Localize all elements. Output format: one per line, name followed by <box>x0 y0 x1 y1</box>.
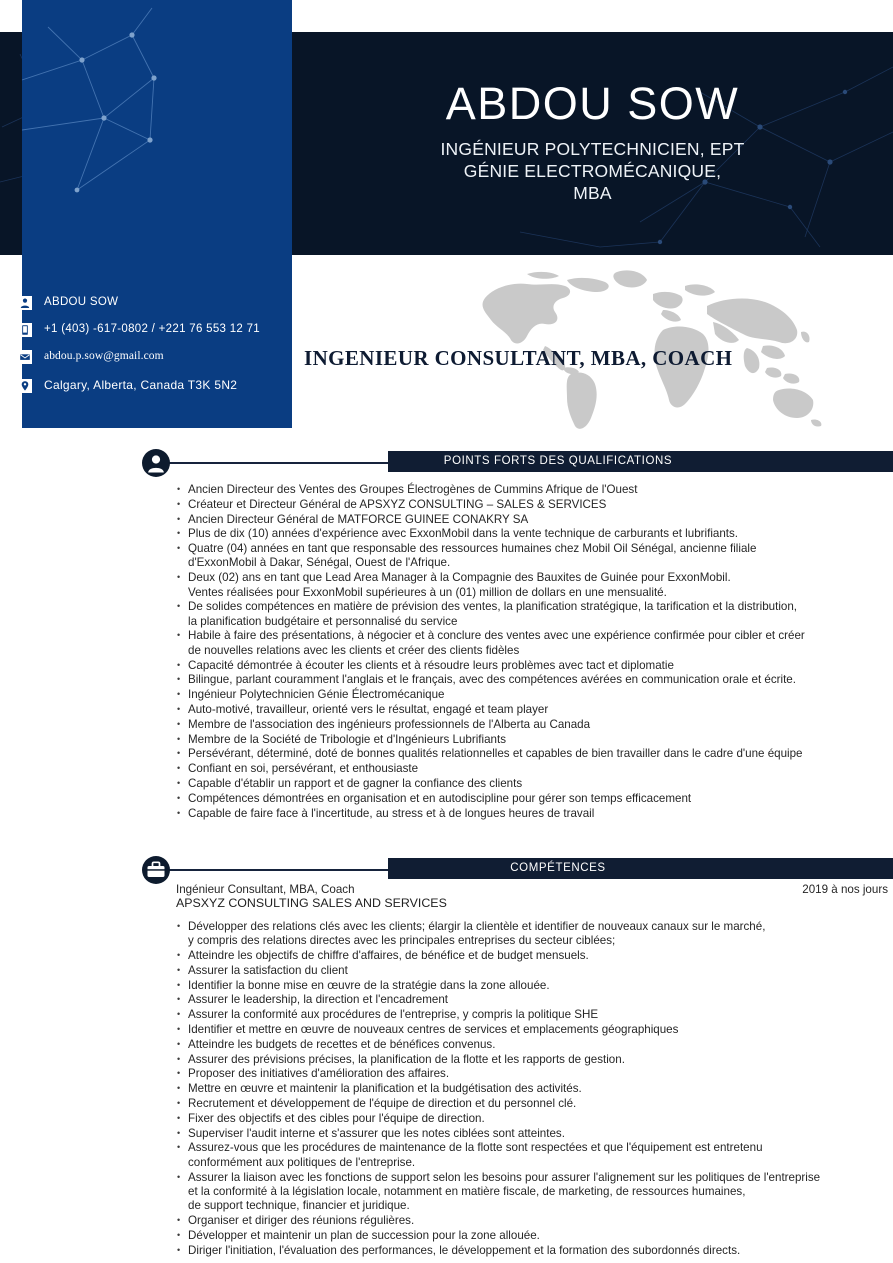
contact-details-list <box>18 295 268 405</box>
list-item <box>176 1214 888 1228</box>
list-item-text: Ancien Directeur Général de MATFORCE GUINEE CONAKRY SA <box>188 512 529 526</box>
section-competences <box>0 855 893 1257</box>
list-item-text: Ancien Directeur des Ventes des Groupes Électrogènes de Cummins Afrique de l'Ouest <box>188 483 638 496</box>
list-item <box>176 1141 888 1170</box>
list-item <box>176 703 888 717</box>
list-item-text: Persévérant, déterminé, doté de bonnes qualités relationnelles et capables de bien travailler dans le cadre d'une équipe <box>188 747 803 761</box>
list-item <box>176 571 888 600</box>
section-title-bar-qualifications <box>388 451 893 472</box>
list-item-text: Ingénieur Polytechnicien Génie Électromécanique <box>188 688 445 702</box>
contact-row-phone <box>18 322 268 340</box>
list-item <box>176 1244 888 1258</box>
list-item <box>176 629 888 658</box>
list-item-text: Membre de l'association des ingénieurs professionnels de l'Alberta au Canada <box>188 717 591 731</box>
role-banner-text: INGENIEUR CONSULTANT, MBA, COACH <box>304 346 733 370</box>
list-item <box>176 718 888 732</box>
list-item-text: Quatre (04) années en tant que responsable des ressources humaines chez Mobil Oil Sénégal, ancienne filiale <box>188 542 757 556</box>
list-item-text: Assurer la conformité aux procédures de l'entreprise, y compris la politique SHE <box>188 1008 599 1022</box>
list-item-continuation: Ventes réalisées pour ExxonMobil supérieures à un (01) million de dollars en une mensualité. <box>188 585 667 599</box>
person-icon <box>18 296 32 310</box>
section-header-competences <box>0 855 893 885</box>
list-item-text: Développer des relations clés avec les clients; élargir la clientèle et identifier de nouveaux canaux sur le marché, <box>188 920 766 933</box>
list-item <box>176 483 888 497</box>
list-item <box>176 964 888 978</box>
header-subtitle <box>441 139 745 205</box>
list-item-text: Compétences démontrées en organisation et en autodiscipline pour gérer son temps efficacement <box>188 791 692 805</box>
list-item <box>176 542 888 571</box>
section-title-competences: COMPÉTENCES <box>510 862 606 874</box>
list-item-text: De solides compétences en matière de prévision des ventes, la planification stratégique, la tarification et la distribution, <box>188 600 798 614</box>
person-circle-icon <box>141 448 171 478</box>
list-item-text: Assurez-vous que les procédures de maintenance de la flotte sont respectées et que l'équipement est entretenu <box>188 1141 763 1155</box>
section-qualifications <box>0 448 893 820</box>
section-rule <box>168 869 394 871</box>
list-item-continuation: y compris des relations directes avec les principales entreprises du secteur ciblées; <box>188 934 616 948</box>
list-item-text: Fixer des objectifs et des cibles pour l'équipe de direction. <box>188 1111 485 1125</box>
list-item <box>176 1067 888 1081</box>
list-item-text: Bilingue, parlant couramment l'anglais et le français, avec des compétences avérées en communication orale et écrite. <box>188 673 796 687</box>
list-item-text: Capable d'établir un rapport et de gagner la confiance des clients <box>188 776 523 790</box>
contact-phone-text[interactable]: +1 (403) -617-0802 / +221 76 553 12 71 <box>44 323 261 335</box>
role-banner <box>292 258 893 436</box>
subtitle-line-3: MBA <box>573 183 612 203</box>
job-entry-header <box>176 883 888 911</box>
list-item-text: Membre de la Société de Tribologie et d'Ingénieurs Lubrifiants <box>188 732 507 746</box>
list-item-text: Assurer la satisfaction du client <box>188 963 348 977</box>
list-item <box>176 600 888 629</box>
list-item-text: Assurer la liaison avec les fonctions de support selon les besoins pour assurer l'alignement sur les politiques de l'entreprise <box>188 1170 821 1184</box>
list-item <box>176 1008 888 1022</box>
list-item <box>176 920 888 949</box>
list-item-text: Assurer des prévisions précises, la planification de la flotte et les rapports de gestion. <box>188 1052 625 1066</box>
list-item-text: Développer et maintenir un plan de succession pour la zone allouée. <box>188 1228 540 1242</box>
list-item-text: Capacité démontrée à écouter les clients et à résoudre leurs problèmes avec tact et diplomatie <box>188 658 674 672</box>
list-item <box>176 1038 888 1052</box>
section-title-qualifications: POINTS FORTS DES QUALIFICATIONS <box>443 455 673 467</box>
list-item-text: Assurer le leadership, la direction et l'encadrement <box>188 993 448 1007</box>
list-item <box>176 949 888 963</box>
briefcase-circle-icon <box>141 855 171 885</box>
list-item <box>176 673 888 687</box>
list-item-continuation-2: de support technique, financier et juridique. <box>188 1199 410 1213</box>
list-item <box>176 792 888 806</box>
contact-row-name <box>18 295 268 313</box>
phone-icon <box>18 323 32 337</box>
list-item-text: Diriger l'initiation, l'évaluation des performances, le développement et la formation des subordonnés directs. <box>188 1243 741 1257</box>
list-item-text: Capable de faire face à l'incertitude, au stress et à de longues heures de travail <box>188 806 595 820</box>
list-item <box>176 733 888 747</box>
list-item <box>176 1127 888 1141</box>
job-company: APSXYZ CONSULTING SALES AND SERVICES <box>176 896 447 910</box>
list-item <box>176 1171 888 1214</box>
list-item-text: Plus de dix (10) années d'expérience avec ExxonMobil dans la vente technique de carburants et lubrifiants. <box>188 527 739 541</box>
list-item <box>176 1112 888 1126</box>
network-pattern-decoration-panel <box>22 0 292 260</box>
contact-name-text: ABDOU SOW <box>44 296 119 308</box>
list-item <box>176 777 888 791</box>
list-item-text: Auto-motivé, travailleur, orienté vers le résultat, engagé et team player <box>188 702 549 716</box>
section-rule <box>168 462 394 464</box>
list-item <box>176 762 888 776</box>
page-title: ABDOU SOW <box>445 78 740 129</box>
list-item-text: Superviser l'audit interne et s'assurer que les notes ciblées sont atteintes. <box>188 1126 565 1140</box>
list-item <box>176 1097 888 1111</box>
list-item-text: Deux (02) ans en tant que Lead Area Manager à la Compagnie des Bauxites de Guinée pour ExxonMobil. <box>188 571 731 585</box>
list-item-text: Habile à faire des présentations, à négocier et à conclure des ventes avec une expérience confirmée pour cibler et créer <box>188 629 805 643</box>
list-item <box>176 1023 888 1037</box>
list-item-text: Organiser et diriger des réunions régulières. <box>188 1213 415 1227</box>
contact-row-email <box>18 349 268 367</box>
list-item <box>176 1082 888 1096</box>
list-item-text: Atteindre les budgets de recettes et de bénéfices convenus. <box>188 1037 496 1051</box>
subtitle-line-2: GÉNIE ELECTROMÉCANIQUE, <box>463 161 722 182</box>
job-title-row <box>176 883 888 897</box>
section-title-bar-competences <box>388 858 893 879</box>
list-item-text: Mettre en œuvre et maintenir la planification et la budgétisation des activités. <box>188 1082 582 1096</box>
section-header-qualifications <box>0 448 893 478</box>
contact-row-location <box>18 378 268 396</box>
list-item-continuation: conformément aux politiques de l'entreprise. <box>188 1155 416 1169</box>
list-item <box>176 659 888 673</box>
list-item-text: Proposer des initiatives d'amélioration des affaires. <box>188 1067 450 1081</box>
contact-email-text[interactable]: abdou.p.sow@gmail.com <box>44 350 164 362</box>
list-item-continuation: et la conformité à la législation locale, notamment en matière fiscale, de marketing, de ressources humaines, <box>188 1184 746 1198</box>
list-item <box>176 993 888 1007</box>
list-item <box>176 747 888 761</box>
list-item-text: Confiant en soi, persévérant, et enthousiaste <box>188 762 419 776</box>
header-title-block <box>292 32 893 255</box>
list-item-text: Identifier la bonne mise en œuvre de la stratégie dans la zone allouée. <box>188 978 550 992</box>
list-item <box>176 527 888 541</box>
list-item-continuation: la planification budgétaire et personnalisé du service <box>188 614 458 628</box>
list-item-text: Atteindre les objectifs de chiffre d'affaires, de bénéfice et de budget mensuels. <box>188 949 589 963</box>
list-item <box>176 1229 888 1243</box>
list-item <box>176 979 888 993</box>
list-item <box>176 513 888 527</box>
location-pin-icon <box>18 379 32 393</box>
list-item-text: Identifier et mettre en œuvre de nouveaux centres de services et emplacements géographiques <box>188 1023 679 1037</box>
list-item <box>176 498 888 512</box>
contact-location-text: Calgary, Alberta, Canada T3K 5N2 <box>44 378 238 392</box>
list-item <box>176 688 888 702</box>
job-date: 2019 à nos jours <box>802 883 888 896</box>
competences-list <box>176 920 888 1258</box>
list-item <box>176 1053 888 1067</box>
job-title: Ingénieur Consultant, MBA, Coach <box>176 883 355 896</box>
list-item-text: Créateur et Directeur Général de APSXYZ CONSULTING – SALES & SERVICES <box>188 497 607 511</box>
list-item <box>176 807 888 821</box>
list-item-continuation: de nouvelles relations avec les clients et créer des clients fidèles <box>188 643 520 657</box>
email-icon <box>18 350 32 364</box>
qualifications-list <box>176 483 888 821</box>
list-item-text: Recrutement et développement de l'équipe de direction et du personnel clé. <box>188 1097 577 1111</box>
subtitle-line-1: INGÉNIEUR POLYTECHNICIEN, EPT <box>440 139 745 160</box>
list-item-continuation: d'ExxonMobil à Dakar, Sénégal, Ouest de l'Afrique. <box>188 556 451 570</box>
